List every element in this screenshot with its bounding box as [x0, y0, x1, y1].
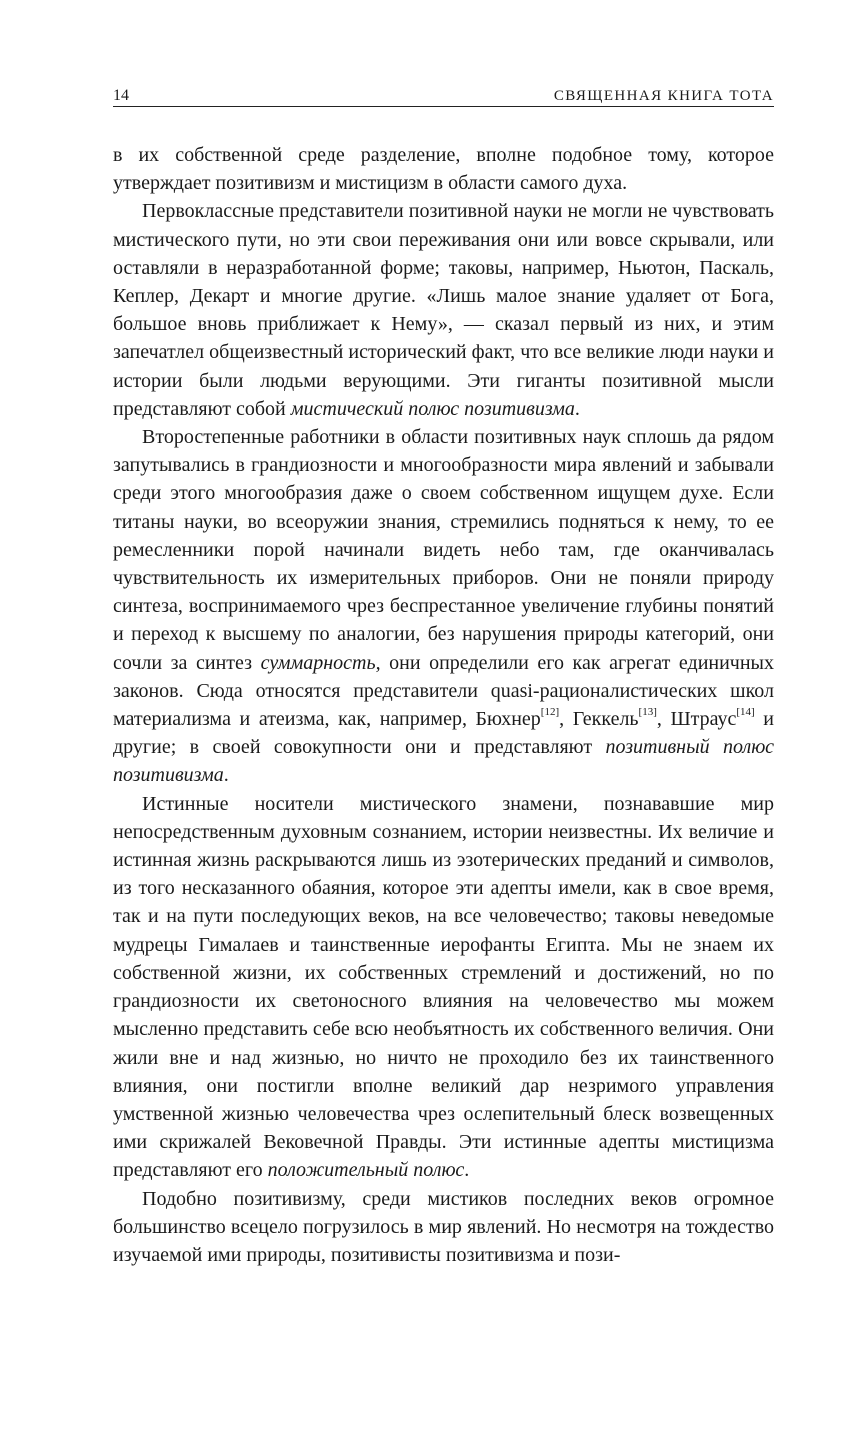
- footnote-ref-14[interactable]: [14]: [736, 706, 755, 719]
- paragraph-5-text: Подобно позитивизму, среди мистиков последних веков огромное большинство всецело погрузилось в мир явлений. Но несмотря на тождество изучаемой ими природы, позитивисты позитивизма и пози-: [113, 1187, 774, 1266]
- paragraph-3: [113, 423, 774, 790]
- book-page: [113, 84, 774, 1269]
- paragraph-2-tail: .: [574, 397, 580, 420]
- paragraph-3-tail: .: [223, 764, 229, 787]
- paragraph-3-text-e: и другие; в своей совокупности они и представляют: [113, 708, 774, 759]
- paragraph-1-text: в их собственной среде разделение, вполне подобное тому, которое утверждает позитивизм и мистицизм в области самого духа.: [113, 144, 774, 195]
- paragraph-4-text: Истинные носители мистического знамени, познававшие мир непосредственным духовным сознанием, истории неизвестны. Их величие и истинная жизнь раскрываются лишь из эзотерических преданий и символов, из того несказанного обаяния, которое эти адепты имели, как в свое время, так и на пути последующих веков, на все человечество; таковы неведомые мудрецы Гималаев и таинственные иерофанты Египта. Мы не знаем их собственной жизни, их собственных стремлений и достижений, но по грандиозности их светоносного влияния на человечество мы можем мысленно представить себе всю необъятность их собственного величия. Они жили вне и над жизнью, но ничто не проходило без их таинственного влияния, они постигли вполне великий дар незримого управления умственной жизнью человечества чрез ослепительный блеск возвещенных ими скрижалей Вековечной Правды. Эти истинные адепты мистицизма представляют его: [113, 792, 774, 1182]
- paragraph-2-text: Первоклассные представители позитивной науки не могли не чувствовать мистического пути, но эти свои переживания они или вовсе скрывали, или оставляли в неразработанной форме; таковы, например, Ньютон, Паскаль, Кеплер, Декарт и многие другие. «Лишь малое знание удаляет от Бога, большое вновь приближает к Нему», — сказал первый из них, и этим запечатлел общеизвестный исторический факт, что все великие люди науки и истории были людьми верующими. Эти гиганты позитивной мысли представляют собой: [113, 200, 774, 420]
- emphasis-positive-pole: позитивный полюс позитивизма: [113, 736, 774, 787]
- footnote-ref-13[interactable]: [13]: [638, 706, 657, 719]
- paragraph-5: [113, 1185, 774, 1270]
- paragraph-1: [113, 141, 774, 197]
- footnote-ref-12[interactable]: [12]: [540, 706, 560, 719]
- emphasis-mystic-pole: мистический полюс позитивизма: [290, 397, 575, 420]
- running-title: СВЯЩЕННАЯ КНИГА ТОТА: [553, 88, 774, 104]
- paragraph-4: [113, 790, 774, 1185]
- paragraph-3-text-d: , Штраус: [656, 708, 737, 731]
- body-text: [113, 141, 774, 1269]
- emphasis-positive-pole-mysticism: положительный полюс: [267, 1159, 465, 1182]
- paragraph-3-text-a: Второстепенные работники в области позитивных наук сплошь да рядом запутывались в грандиозности и многообразности мира явлений и забывали среди этого многообразия даже о своем собственном ищущем духе. Если титаны науки, во всеоружии знания, стремились подняться к нему, то ее ремесленники порой начинали видеть небо там, где оканчивалась чувствительность их измерительных приборов. Они не поняли природу синтеза, воспринимаемого чрез беспрестанное увеличение глубины понятий и переход к высшему по аналогии, без нарушения природы категорий, они сочли за синтез: [113, 426, 774, 674]
- paragraph-4-tail: .: [464, 1159, 470, 1182]
- paragraph-3-text-c: , Геккель: [559, 708, 639, 731]
- running-header: [113, 84, 774, 107]
- emphasis-summarity: суммарность,: [260, 651, 381, 674]
- paragraph-3-text-b: они определили его как агрегат единичных законов. Сюда относятся представители quasi-рационалистических школ материализма и атеизма, как, например, Бюхнер: [113, 651, 774, 731]
- paragraph-2: [113, 197, 774, 423]
- page-number: 14: [113, 87, 129, 104]
